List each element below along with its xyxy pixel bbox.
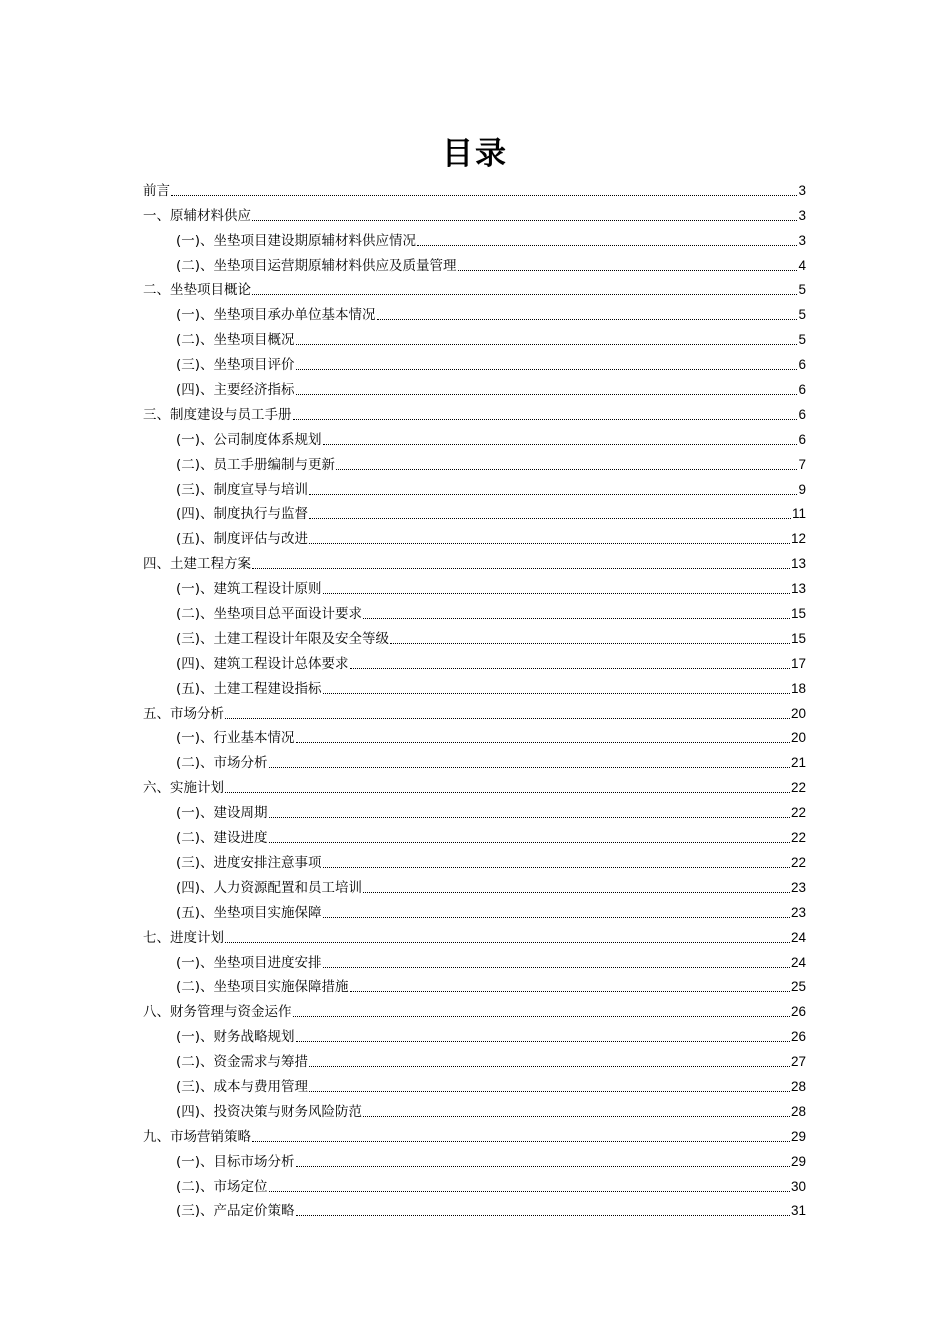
toc-entry[interactable] [143,1170,806,1195]
toc-entry-page-number: 3 [798,182,806,198]
dot-leader [293,1016,790,1017]
dot-leader [323,967,790,968]
toc-entry[interactable] [143,622,806,647]
toc-entry-label: (三)、成本与费用管理 [176,1078,309,1095]
toc-entry[interactable] [143,323,806,348]
toc-entry-page-number: 31 [790,1203,806,1219]
toc-entry-label: (二)、资金需求与筹措 [176,1054,309,1071]
toc-entry-page-number: 5 [798,282,806,298]
toc-entry[interactable] [143,298,806,323]
toc-entry[interactable] [143,1195,806,1220]
dot-leader [309,518,791,519]
toc-entry[interactable] [143,423,806,448]
toc-entry[interactable] [143,1145,806,1170]
toc-entry-page-number: 24 [790,929,806,945]
toc-entry-page-number: 6 [798,406,806,422]
toc-entry-page-number: 20 [790,730,806,746]
toc-entry-label: (二)、员工手册编制与更新 [176,456,336,473]
toc-entry-page-number: 15 [790,606,806,622]
dot-leader [363,892,790,893]
toc-entry-page-number: 23 [790,879,806,895]
toc-entry[interactable] [143,971,806,996]
toc-entry[interactable] [143,1070,806,1095]
toc-entry-page-number: 5 [798,307,806,323]
toc-entry[interactable] [143,249,806,274]
toc-entry[interactable] [143,672,806,697]
toc-entry[interactable] [143,1095,806,1120]
toc-entry-label: (二)、建设进度 [176,830,268,847]
toc-entry-label: (一)、坐垫项目建设期原辅材料供应情况 [176,232,417,249]
toc-entry-label: 四、土建工程方案 [143,556,251,573]
dot-leader [309,494,797,495]
dot-leader [417,245,797,246]
toc-entry-page-number: 11 [791,506,806,522]
toc-entry[interactable] [143,448,806,473]
toc-entry-label: 九、市场营销策略 [143,1128,251,1145]
toc-entry[interactable] [143,796,806,821]
dot-leader [323,593,790,594]
toc-entry-page-number: 26 [790,1029,806,1045]
toc-entry-label: 八、财务管理与资金运作 [143,1004,292,1021]
dot-leader [269,767,790,768]
dot-leader [269,817,790,818]
dot-leader [296,369,798,370]
toc-entry-page-number: 6 [798,357,806,373]
toc-entry-label: (二)、坐垫项目实施保障措施 [176,979,349,996]
toc-entry[interactable] [143,547,806,572]
toc-entry[interactable] [143,946,806,971]
toc-entry-page-number: 24 [790,954,806,970]
toc-entry-label: 二、坐垫项目概论 [143,282,251,299]
dot-leader [293,419,798,420]
dot-leader [252,568,790,569]
toc-entry-page-number: 29 [790,1153,806,1169]
toc-entry-label: (二)、坐垫项目运营期原辅材料供应及质量管理 [176,257,457,274]
dot-leader [269,842,790,843]
dot-leader [458,270,798,271]
toc-entry-label: (三)、制度宣导与培训 [176,481,309,498]
dot-leader [377,319,798,320]
dot-leader [171,195,797,196]
page-title: 目录 [442,136,508,172]
toc-entry-label: 三、制度建设与员工手册 [143,406,292,423]
toc-entry[interactable] [143,995,806,1020]
toc-entry-label: 前言 [143,182,170,199]
toc-entry-label: (二)、市场定位 [176,1178,268,1195]
dot-leader [225,718,790,719]
toc-entry-label: (一)、建筑工程设计原则 [176,581,322,598]
toc-entry[interactable] [143,174,806,199]
toc-entry-page-number: 9 [798,481,806,497]
toc-entry-page-number: 28 [790,1103,806,1119]
toc-entry-label: 五、市场分析 [143,705,224,722]
dot-leader [309,1066,790,1067]
toc-entry-page-number: 5 [798,332,806,348]
dot-leader [350,991,790,992]
toc-entry-page-number: 18 [790,680,806,696]
toc-entry-label: (一)、目标市场分析 [176,1153,295,1170]
toc-entry-page-number: 22 [790,854,806,870]
dot-leader [363,618,790,619]
toc-entry-page-number: 22 [790,830,806,846]
toc-entry-label: (二)、坐垫项目概况 [176,332,295,349]
toc-entry[interactable] [143,398,806,423]
toc-entry-page-number: 27 [790,1054,806,1070]
toc-entry-label: (四)、主要经济指标 [176,382,295,399]
toc-entry-label: (三)、产品定价策略 [176,1203,295,1220]
toc-entry[interactable] [143,921,806,946]
toc-entry-page-number: 3 [798,232,806,248]
dot-leader [225,792,790,793]
dot-leader [323,693,790,694]
toc-entry-page-number: 28 [790,1078,806,1094]
toc-entry-label: (三)、进度安排注意事项 [176,854,322,871]
toc-entry-label: (一)、坐垫项目承办单位基本情况 [176,307,376,324]
dot-leader [309,1091,790,1092]
toc-entry[interactable] [143,771,806,796]
toc-entry-label: (一)、财务战略规划 [176,1029,295,1046]
toc-entry-label: (四)、人力资源配置和员工培训 [176,879,363,896]
toc-entry-page-number: 13 [790,581,806,597]
dot-leader [296,742,790,743]
toc-entry-page-number: 26 [790,1004,806,1020]
toc-entry-label: (三)、坐垫项目评价 [176,357,295,374]
toc-entry[interactable] [143,846,806,871]
toc-entry[interactable] [143,697,806,722]
toc-entry-label: 一、原辅材料供应 [143,207,251,224]
toc-entry[interactable] [143,224,806,249]
toc-entry-page-number: 4 [798,257,806,273]
toc-entry[interactable] [143,1045,806,1070]
toc-entry[interactable] [143,199,806,224]
toc-entry[interactable] [143,871,806,896]
toc-entry-page-number: 13 [790,556,806,572]
toc-entry-page-number: 23 [790,904,806,920]
toc-entry-label: (四)、制度执行与监督 [176,506,309,523]
toc-entry-page-number: 6 [798,431,806,447]
toc-entry[interactable] [143,821,806,846]
toc-entry-page-number: 7 [798,456,806,472]
dot-leader [296,344,798,345]
dot-leader [336,469,797,470]
dot-leader [269,1191,790,1192]
toc-entry-page-number: 15 [790,630,806,646]
toc-entry[interactable] [143,896,806,921]
toc-entry-page-number: 22 [790,780,806,796]
toc-entry[interactable] [143,1020,806,1045]
toc-entry-label: (一)、行业基本情况 [176,730,295,747]
toc-entry[interactable] [143,498,806,523]
dot-leader [363,1116,790,1117]
dot-leader [296,394,798,395]
toc-entry-label: (一)、建设周期 [176,805,268,822]
toc-entry[interactable] [143,522,806,547]
dot-leader [296,1166,790,1167]
dot-leader [323,917,790,918]
toc-entry-page-number: 17 [790,655,806,671]
toc-entry[interactable] [143,348,806,373]
toc-entry[interactable] [143,473,806,498]
dot-leader [390,643,790,644]
toc-entry-label: (四)、投资决策与财务风险防范 [176,1103,363,1120]
toc-entry-label: (一)、坐垫项目进度安排 [176,954,322,971]
toc-entry[interactable] [143,373,806,398]
toc-entry-label: (五)、坐垫项目实施保障 [176,904,322,921]
toc-entry[interactable] [143,722,806,747]
dot-leader [323,867,790,868]
toc-entry-label: (二)、市场分析 [176,755,268,772]
dot-leader [296,1215,790,1216]
table-of-contents [143,174,806,1219]
dot-leader [296,1041,790,1042]
dot-leader [252,220,797,221]
dot-leader [252,1141,790,1142]
toc-entry-label: (四)、建筑工程设计总体要求 [176,655,349,672]
toc-entry-page-number: 20 [790,705,806,721]
toc-entry-label: (二)、坐垫项目总平面设计要求 [176,606,363,623]
toc-entry-page-number: 6 [798,382,806,398]
toc-entry[interactable] [143,647,806,672]
toc-entry-page-number: 12 [790,531,806,547]
toc-entry-page-number: 21 [790,755,806,771]
toc-entry-label: 七、进度计划 [143,929,224,946]
dot-leader [350,668,790,669]
toc-entry-page-number: 25 [790,979,806,995]
toc-entry-label: (三)、土建工程设计年限及安全等级 [176,630,390,647]
toc-entry[interactable] [143,1120,806,1145]
toc-entry[interactable] [143,572,806,597]
dot-leader [225,942,790,943]
dot-leader [252,294,797,295]
toc-entry-page-number: 22 [790,805,806,821]
dot-leader [323,444,798,445]
toc-entry-page-number: 3 [798,207,806,223]
toc-entry-page-number: 29 [790,1128,806,1144]
dot-leader [309,543,790,544]
toc-entry-label: (五)、土建工程建设指标 [176,680,322,697]
toc-entry-label: (一)、公司制度体系规划 [176,431,322,448]
toc-entry-label: (五)、制度评估与改进 [176,531,309,548]
toc-entry-page-number: 30 [790,1178,806,1194]
toc-entry[interactable] [143,597,806,622]
toc-entry-label: 六、实施计划 [143,780,224,797]
toc-entry[interactable] [143,274,806,299]
toc-entry[interactable] [143,746,806,771]
